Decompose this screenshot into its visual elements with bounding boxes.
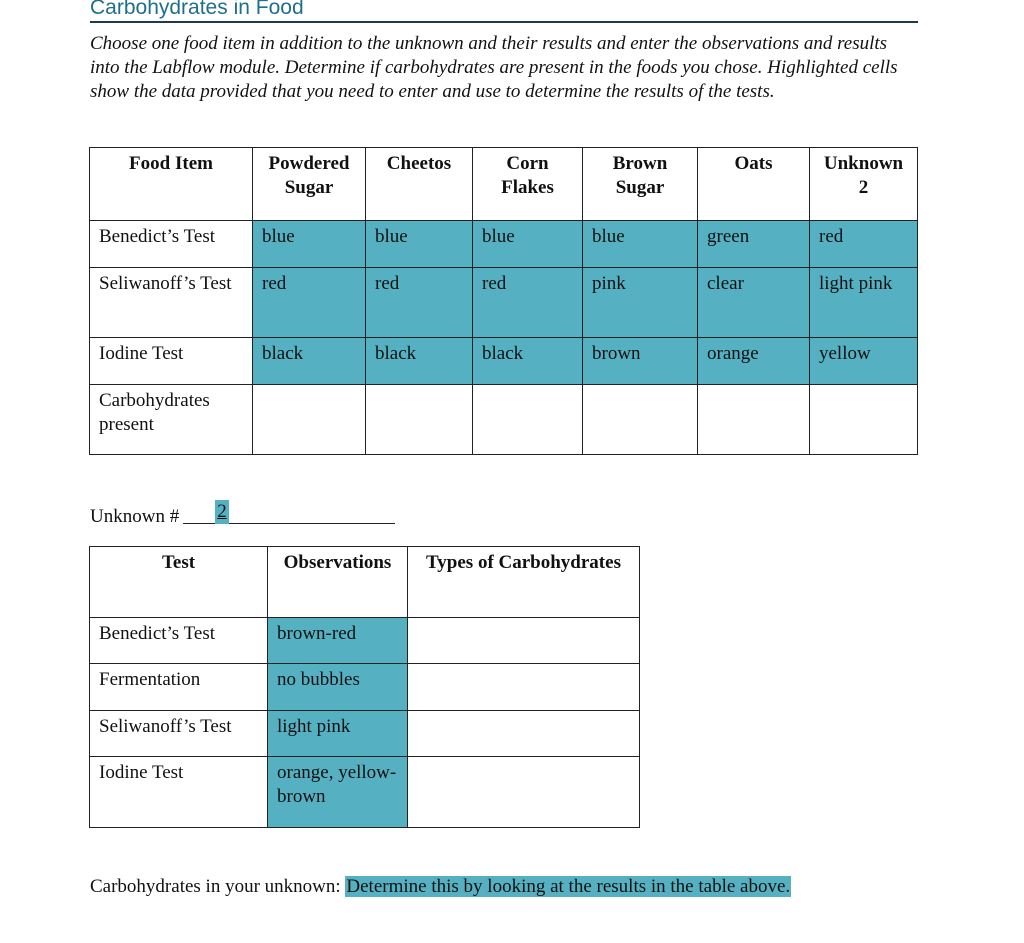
observation-cell[interactable]: brown-red [268, 618, 408, 664]
header-cell: Brown Sugar [583, 148, 698, 221]
unknown-results-table [89, 546, 640, 828]
header-cell: Cheetos [366, 148, 473, 221]
row-label: Iodine Test [90, 338, 253, 385]
result-cell[interactable]: red [810, 221, 918, 268]
table-row [90, 711, 640, 757]
header-cell: Food Item [90, 148, 253, 221]
result-cell[interactable]: light pink [810, 268, 918, 338]
test-name: Benedict’s Test [90, 618, 268, 664]
observation-cell[interactable]: orange, yellow-brown [268, 757, 408, 828]
empty-answer-cell[interactable] [366, 385, 473, 455]
observation-cell[interactable]: light pink [268, 711, 408, 757]
row-label: Carbohydrates present [90, 385, 253, 455]
result-cell[interactable]: blue [253, 221, 366, 268]
conclusion-answer-field[interactable]: Determine this by looking at the results in the table above. [346, 876, 791, 897]
empty-answer-cell[interactable] [698, 385, 810, 455]
carb-type-cell[interactable] [408, 711, 640, 757]
result-cell[interactable]: black [253, 338, 366, 385]
carb-type-cell[interactable] [408, 618, 640, 664]
result-cell[interactable]: red [473, 268, 583, 338]
header-cell: Powdered Sugar [253, 148, 366, 221]
result-cell[interactable]: orange [698, 338, 810, 385]
result-cell[interactable]: black [366, 338, 473, 385]
result-cell[interactable]: blue [473, 221, 583, 268]
result-cell[interactable]: red [253, 268, 366, 338]
test-name: Seliwanoff’s Test [90, 711, 268, 757]
empty-answer-cell[interactable] [473, 385, 583, 455]
result-cell[interactable]: black [473, 338, 583, 385]
unknown-label: Unknown # [90, 506, 180, 527]
header-cell: Unknown 2 [810, 148, 918, 221]
table-row [90, 618, 640, 664]
table-row [90, 268, 918, 338]
table-row [90, 385, 918, 455]
carb-type-cell[interactable] [408, 757, 640, 828]
row-label: Benedict’s Test [90, 221, 253, 268]
result-cell[interactable]: yellow [810, 338, 918, 385]
unknown-number-value: 2 [217, 501, 227, 522]
result-cell[interactable]: blue [366, 221, 473, 268]
table-row [90, 664, 640, 711]
conclusion-label: Carbohydrates in your unknown: [90, 876, 346, 897]
conclusion-line [90, 875, 791, 899]
result-cell[interactable]: blue [583, 221, 698, 268]
header-cell: Observations [268, 547, 408, 618]
row-label: Seliwanoff’s Test [90, 268, 253, 338]
test-name: Iodine Test [90, 757, 268, 828]
carb-type-cell[interactable] [408, 664, 640, 711]
unknown-number-field[interactable] [183, 503, 395, 524]
table-row [90, 221, 918, 268]
header-cell: Corn Flakes [473, 148, 583, 221]
empty-answer-cell[interactable] [810, 385, 918, 455]
table-row [90, 338, 918, 385]
instructions-paragraph: Choose one food item in addition to the unknown and their results and enter the observations and results into the Labflow module. Determine if carbohydrates are present in the foods you chose. Highlighted cells show the data provided that you need to enter and use to determine the results of the tests. [90, 33, 898, 102]
empty-answer-cell[interactable] [583, 385, 698, 455]
result-cell[interactable]: clear [698, 268, 810, 338]
result-cell[interactable]: green [698, 221, 810, 268]
food-results-table [89, 147, 918, 455]
table-row [90, 757, 640, 828]
result-cell[interactable]: brown [583, 338, 698, 385]
empty-answer-cell[interactable] [253, 385, 366, 455]
test-name: Fermentation [90, 664, 268, 711]
unknown-number-line [90, 503, 395, 529]
page-title: Carbohydrates in Food [90, 0, 918, 23]
header-cell: Types of Carbohydrates [408, 547, 640, 618]
result-cell[interactable]: pink [583, 268, 698, 338]
table-header-row [90, 547, 640, 618]
result-cell[interactable]: red [366, 268, 473, 338]
header-cell: Test [90, 547, 268, 618]
header-cell: Oats [698, 148, 810, 221]
table-header-row [90, 148, 918, 221]
observation-cell[interactable]: no bubbles [268, 664, 408, 711]
